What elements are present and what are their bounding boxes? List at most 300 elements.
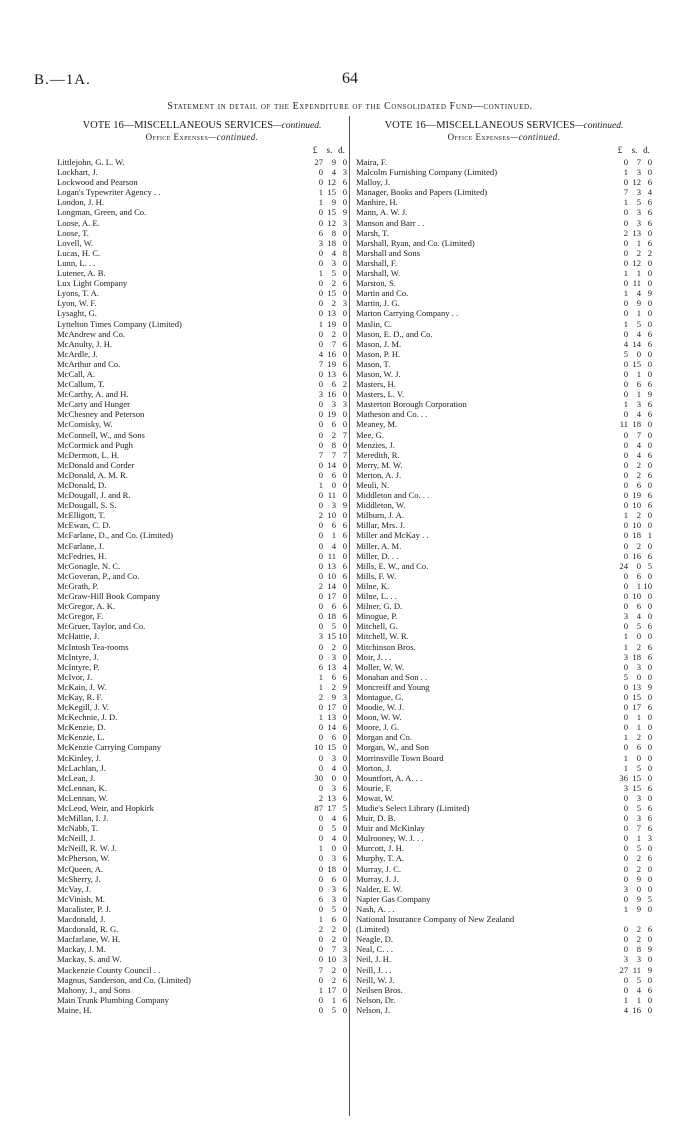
shillings-value: 5 <box>331 621 336 632</box>
amount <box>307 369 347 379</box>
shillings-value: 15 <box>632 782 641 793</box>
pence-value: 6 <box>647 469 652 480</box>
shillings-value: 7 <box>636 823 641 834</box>
payee-name: Manson and Barr . . <box>356 217 425 228</box>
expense-row <box>356 884 652 894</box>
shillings-value: 3 <box>636 217 641 228</box>
payee-name: Matheson and Co. . . <box>356 409 428 420</box>
pounds-value: 0 <box>623 439 628 450</box>
shillings-value: 8 <box>636 944 641 955</box>
payee-name: McPherson, W. <box>57 853 110 864</box>
payee-name: McLennan, W. <box>57 792 108 803</box>
amount <box>307 551 347 561</box>
pence-value: 0 <box>647 227 652 238</box>
payee-name: Mills, E. W., and Co. <box>356 560 429 571</box>
shillings-value: 2 <box>636 247 641 258</box>
amount <box>307 985 347 995</box>
pence-value: 3 <box>342 399 347 410</box>
amount <box>612 298 652 308</box>
expense-row <box>356 490 652 500</box>
expense-row <box>57 985 347 995</box>
pence-value: 0 <box>342 389 347 400</box>
pence-value: 0 <box>647 863 652 874</box>
pounds-value: 0 <box>318 288 323 299</box>
pounds-value: 0 <box>623 893 628 904</box>
expense-row <box>356 409 652 419</box>
amount <box>612 339 652 349</box>
expense-row <box>57 965 347 975</box>
pence-value: 0 <box>647 954 652 965</box>
amount <box>612 965 652 975</box>
shillings-value: 5 <box>331 903 336 914</box>
shillings-value: 3 <box>331 399 336 410</box>
amount <box>612 278 652 288</box>
amount <box>612 954 652 964</box>
expense-row <box>356 288 652 298</box>
pence-value: 4 <box>647 187 652 198</box>
amount <box>307 995 347 1005</box>
shillings-value: 6 <box>636 379 641 390</box>
payee-name: McLachlan, J. <box>57 762 106 773</box>
pounds-value: 0 <box>623 813 628 824</box>
pence-value: 1 <box>647 530 652 541</box>
amount <box>307 440 347 450</box>
expense-row <box>57 157 347 167</box>
shillings-value: 2 <box>636 863 641 874</box>
shillings-value: 8 <box>331 439 336 450</box>
pounds-value: 0 <box>318 379 323 390</box>
amount <box>307 682 347 692</box>
payee-name: Lunn, L. . . <box>57 257 96 268</box>
payee-name: Milne, L. . . <box>356 591 397 602</box>
pounds-value: 0 <box>318 782 323 793</box>
shillings-value: 1 <box>331 994 336 1005</box>
pounds-value: 0 <box>318 490 323 501</box>
amount <box>307 692 347 702</box>
shillings-value: 13 <box>327 560 336 571</box>
expense-row <box>57 773 347 783</box>
expense-row <box>356 389 652 399</box>
pounds-value: 1 <box>318 843 323 854</box>
amount <box>612 985 652 995</box>
shillings-value: 6 <box>331 601 336 612</box>
amount <box>307 268 347 278</box>
expense-row <box>356 218 652 228</box>
expense-row <box>57 339 347 349</box>
payee-name: McDonald and Corder <box>57 459 135 470</box>
pounds-value: 0 <box>623 237 628 248</box>
expense-row <box>356 470 652 480</box>
expense-row <box>57 470 347 480</box>
payee-name: McDonald, A. M. R. <box>57 469 128 480</box>
amount <box>612 228 652 238</box>
pounds-value: 0 <box>318 732 323 743</box>
shillings-value: 18 <box>632 651 641 662</box>
expense-row <box>57 480 347 490</box>
payee-name: Merton, A. J. <box>356 469 402 480</box>
shillings-value: 3 <box>331 782 336 793</box>
shillings-value: 17 <box>327 591 336 602</box>
shillings-value: 1 <box>636 833 641 844</box>
shillings-value: 7 <box>331 449 336 460</box>
payee-name: Mackenzie County Council . . <box>57 964 161 975</box>
amount <box>612 409 652 419</box>
payee-name: Macfarlane, W. H. <box>57 934 121 945</box>
payee-name: Marshall, Ryan, and Co. (Limited) <box>356 237 475 248</box>
pounds-value: 0 <box>318 873 323 884</box>
payee-name: Loose, T. <box>57 227 89 238</box>
pence-value: 0 <box>342 651 347 662</box>
pence-value: 4 <box>342 661 347 672</box>
payee-name: Lucas, H. C. <box>57 247 101 258</box>
payee-name: Mee, G. <box>356 429 384 440</box>
shillings-value: 7 <box>636 157 641 167</box>
pounds-value: 0 <box>318 853 323 864</box>
shillings-value: 2 <box>636 510 641 521</box>
shillings-value: 6 <box>331 873 336 884</box>
shillings-value: 2 <box>331 298 336 309</box>
shillings-value: 4 <box>331 247 336 258</box>
payee-name: McCall, A. <box>57 368 95 379</box>
pence-value: 9 <box>647 964 652 975</box>
payee-name: McKegill, J. V. <box>57 702 109 713</box>
shillings-value: 15 <box>327 288 336 299</box>
pence-value: 5 <box>647 893 652 904</box>
payee-name: Main Trunk Plumbing Company <box>57 994 169 1005</box>
pounds-value: 0 <box>318 550 323 561</box>
pounds-value: 7 <box>318 964 323 975</box>
statement-heading: Statement in detail of the Expenditure of the Consolidated Fund—continued. <box>167 101 533 112</box>
pence-value: 3 <box>342 298 347 309</box>
pence-value: 3 <box>342 954 347 965</box>
pence-value: 6 <box>647 853 652 864</box>
vote-title: VOTE 16—MISCELLANEOUS SERVICES—continued. <box>82 120 322 131</box>
payee-name: Lockwood and Pearson <box>57 177 138 188</box>
amount <box>307 773 347 783</box>
pence-value: 0 <box>647 601 652 612</box>
amount <box>307 329 347 339</box>
pounds-value: 0 <box>623 459 628 470</box>
amount <box>612 853 652 863</box>
expense-row <box>356 732 652 742</box>
expense-row <box>356 662 652 672</box>
pence-value: 6 <box>342 601 347 612</box>
expense-row <box>57 238 347 248</box>
amount <box>612 591 652 601</box>
shillings-value: 13 <box>327 308 336 319</box>
amount <box>307 288 347 298</box>
shillings-value: 14 <box>632 338 641 349</box>
shillings-value: 5 <box>331 823 336 834</box>
expense-row <box>57 510 347 520</box>
section-title: Office Expenses—continued. <box>447 132 561 142</box>
expense-row <box>57 561 347 571</box>
payee-name: Mason, P. H. <box>356 348 401 359</box>
expense-row <box>57 823 347 833</box>
shillings-value: 10 <box>327 954 336 965</box>
pence-value: 0 <box>647 308 652 319</box>
pounds-value: 3 <box>623 611 628 622</box>
amount <box>612 207 652 217</box>
amount <box>612 288 652 298</box>
shillings-value: 1 <box>636 368 641 379</box>
payee-name: Lutener, A. B. <box>57 268 106 279</box>
payee-name: Morton, J. <box>356 762 392 773</box>
amount <box>612 319 652 329</box>
pounds-value: 1 <box>623 197 628 208</box>
amount <box>307 843 347 853</box>
pounds-value: 0 <box>318 944 323 955</box>
pence-value: 6 <box>342 530 347 541</box>
pounds-value: 1 <box>623 288 628 299</box>
amount <box>612 157 652 167</box>
pence-value: 6 <box>342 813 347 824</box>
pence-value: 0 <box>647 843 652 854</box>
pounds-value: 0 <box>623 580 628 591</box>
pence-value: 6 <box>647 803 652 813</box>
payee-name: McLennan, K. <box>57 782 107 793</box>
shillings-value: 14 <box>327 722 336 733</box>
shillings-value: 9 <box>331 197 336 208</box>
amount <box>307 904 347 914</box>
pence-value: 0 <box>647 1004 652 1015</box>
payee-name: McDermott, L. H. <box>57 449 120 460</box>
amount <box>307 601 347 611</box>
amount <box>612 995 652 1005</box>
shillings-value: 6 <box>331 469 336 480</box>
pounds-value: 1 <box>318 681 323 692</box>
expense-row <box>57 278 347 288</box>
payee-name: Neill, J. . . <box>356 964 392 975</box>
amount <box>307 793 347 803</box>
pounds-value: 0 <box>318 560 323 571</box>
expense-row <box>356 753 652 763</box>
pence-value: 6 <box>342 792 347 803</box>
shillings-value: 9 <box>331 157 336 167</box>
shillings-value: 2 <box>331 641 336 652</box>
amount <box>612 611 652 621</box>
shillings-value: 5 <box>636 762 641 773</box>
payee-name: Murray, J. J. <box>356 873 399 884</box>
shillings-value: 10 <box>327 510 336 521</box>
payee-name: Malloy, J. <box>356 177 391 188</box>
shillings-value: 2 <box>331 328 336 339</box>
amount <box>307 581 347 591</box>
pounds-value: 5 <box>623 348 628 359</box>
pounds-value: 0 <box>318 813 323 824</box>
pence-value: 0 <box>647 268 652 279</box>
amount <box>307 914 347 924</box>
pence-value: 0 <box>342 863 347 874</box>
pounds-value: 1 <box>318 671 323 682</box>
payee-name: McKenzie, L. <box>57 732 105 743</box>
amount <box>307 450 347 460</box>
amount <box>612 894 652 904</box>
shillings-value: 12 <box>327 177 336 188</box>
payee-name: Mann, A. W. J. <box>356 207 408 218</box>
amount <box>612 843 652 853</box>
payee-name: Mackay, S. and W. <box>57 954 122 965</box>
payee-name: London, J. H. <box>57 197 105 208</box>
shillings-value: 3 <box>331 893 336 904</box>
pence-value: 0 <box>342 439 347 450</box>
pounds-value: 0 <box>623 247 628 258</box>
pounds-value: 0 <box>318 439 323 450</box>
payee-name: Montague, G. <box>356 691 404 702</box>
pence-value: 0 <box>342 187 347 198</box>
pence-value: 6 <box>342 611 347 622</box>
payee-name: Martin, J. G. <box>356 298 400 309</box>
pence-value: 0 <box>342 348 347 359</box>
payee-name: McArdle, J. <box>57 348 98 359</box>
payee-name: Marshall, F. <box>356 257 398 268</box>
shillings-value: 3 <box>331 883 336 894</box>
payee-name: McKechnie, J. D. <box>57 712 118 723</box>
pence-value: 6 <box>647 813 652 824</box>
pounds-value: 2 <box>318 792 323 803</box>
payee-name: Nelson, Dr. <box>356 994 396 1005</box>
pounds-value: 0 <box>623 591 628 602</box>
pounds-value: 0 <box>623 823 628 834</box>
amount <box>612 369 652 379</box>
payee-name: Morgan, W., and Son <box>356 742 429 753</box>
amount <box>307 389 347 399</box>
amount <box>612 379 652 389</box>
shillings-value: 4 <box>636 409 641 420</box>
expense-row <box>356 853 652 863</box>
amount <box>612 440 652 450</box>
pounds-value: 0 <box>623 843 628 854</box>
payee-name: Lyttelton Times Company (Limited) <box>57 318 182 329</box>
expense-row <box>57 319 347 329</box>
shillings-value: 6 <box>636 601 641 612</box>
payee-name: Murphy, T. A. <box>356 853 405 864</box>
shillings-value: 4 <box>636 328 641 339</box>
payee-name: Marsh, T. <box>356 227 389 238</box>
expense-row <box>57 793 347 803</box>
pounds-value: 2 <box>623 227 628 238</box>
shillings-value: 1 <box>636 580 641 591</box>
expense-row <box>57 228 347 238</box>
pence-value: 0 <box>342 480 347 490</box>
pounds-value: 0 <box>318 278 323 289</box>
amount <box>307 975 347 985</box>
shillings-value: 3 <box>331 500 336 511</box>
expense-row <box>57 329 347 339</box>
pounds-value: 10 <box>314 742 323 753</box>
shillings-value: 0 <box>636 560 641 571</box>
pounds-value: 0 <box>318 702 323 713</box>
pence-value: 6 <box>647 379 652 390</box>
expense-row <box>356 258 652 268</box>
pence-value: 0 <box>342 328 347 339</box>
amount <box>307 864 347 874</box>
shillings-value: 4 <box>331 762 336 773</box>
pounds-value: 1 <box>623 510 628 521</box>
expense-row <box>356 248 652 258</box>
amount <box>612 430 652 440</box>
expense-row <box>57 813 347 823</box>
expense-row <box>57 218 347 228</box>
shillings-value: 6 <box>331 520 336 531</box>
payee-name: Milne, K. <box>356 580 390 591</box>
pence-value: 9 <box>342 207 347 218</box>
pence-value: 6 <box>647 550 652 561</box>
shillings-value: 9 <box>636 903 641 914</box>
pence-value: 5 <box>342 803 347 813</box>
expense-list <box>57 157 347 1015</box>
pounds-value: 0 <box>318 298 323 309</box>
expense-row <box>57 732 347 742</box>
shillings-value: 3 <box>636 167 641 178</box>
shillings-value: 5 <box>636 318 641 329</box>
pence-value: 2 <box>647 247 652 258</box>
payee-name: McCarty and Hunger <box>57 399 131 410</box>
payee-name: Miller and McKay . . <box>356 530 429 541</box>
pounds-value: 0 <box>318 399 323 410</box>
pence-value: 0 <box>342 197 347 208</box>
pounds-value: 0 <box>623 469 628 480</box>
shillings-value: 19 <box>327 358 336 369</box>
shillings-value: 16 <box>327 389 336 400</box>
payee-name: Masterton Borough Corporation <box>356 399 467 410</box>
payee-name: McHattie, J. <box>57 631 100 642</box>
pence-value: 0 <box>647 712 652 723</box>
payee-name: Marshall and Sons <box>356 247 420 258</box>
pence-value: 6 <box>342 358 347 369</box>
amount <box>612 904 652 914</box>
pounds-value: 0 <box>623 358 628 369</box>
payee-name: McAndrew and Co. <box>57 328 126 339</box>
pounds-value: 0 <box>318 1004 323 1015</box>
amount <box>307 631 347 641</box>
payee-name: National Insurance Company of New Zealand <box>356 914 515 925</box>
pounds-value: 0 <box>623 278 628 289</box>
pounds-value: 0 <box>318 833 323 844</box>
expense-row <box>57 359 347 369</box>
payee-name: McLeod, Weir, and Hopkirk <box>57 803 154 813</box>
payee-name: McDougall, J. and R. <box>57 490 131 501</box>
shillings-value: 3 <box>636 207 641 218</box>
amount <box>612 177 652 187</box>
expense-row <box>356 359 652 369</box>
pounds-value: 0 <box>318 459 323 470</box>
payee-name: McKenzie, D. <box>57 722 106 733</box>
shillings-value: 3 <box>331 752 336 763</box>
amount <box>612 571 652 581</box>
amount <box>307 187 347 197</box>
shillings-value: 18 <box>327 863 336 874</box>
amount <box>307 571 347 581</box>
shillings-value: 3 <box>636 954 641 965</box>
payee-name: Neagle, D. <box>356 934 393 945</box>
amount <box>612 238 652 248</box>
amount <box>307 763 347 773</box>
expense-row <box>356 631 652 641</box>
expense-row <box>57 652 347 662</box>
pounds-value: 0 <box>623 974 628 985</box>
payee-name: McGraw-Hill Book Company <box>57 591 161 602</box>
amount <box>307 409 347 419</box>
pence-value: 0 <box>647 772 652 783</box>
pounds-value: 0 <box>318 722 323 733</box>
pounds-value: 0 <box>623 803 628 813</box>
amount <box>612 248 652 258</box>
expense-row <box>57 853 347 863</box>
pounds-value: 7 <box>623 187 628 198</box>
pence-value: 6 <box>342 278 347 289</box>
pence-value: 3 <box>342 691 347 702</box>
